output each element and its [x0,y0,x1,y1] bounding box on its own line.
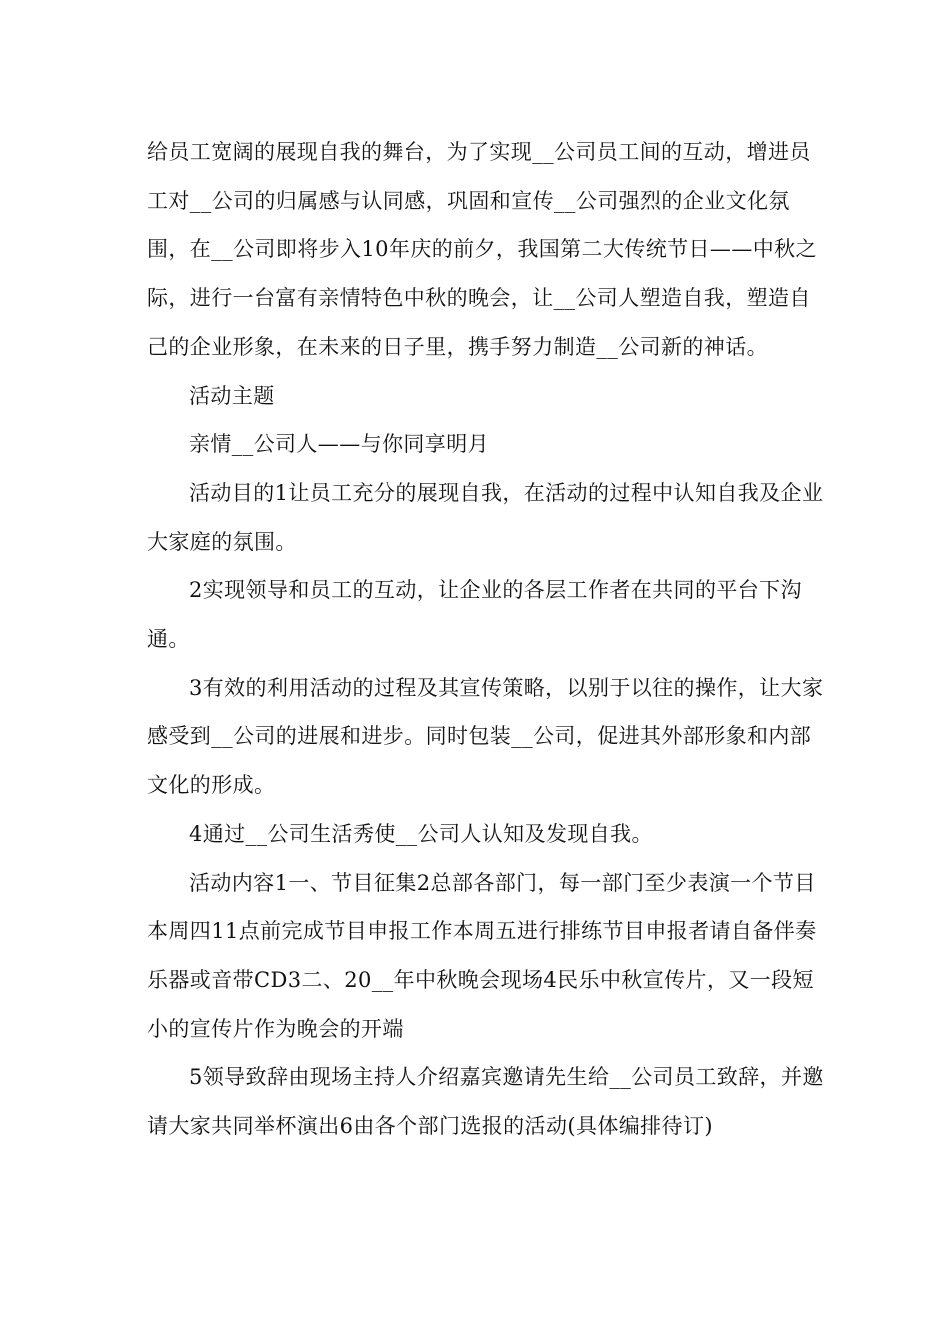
paragraph-speech: 5领导致辞由现场主持人介绍嘉宾邀请先生给__公司员工致辞，并邀请大家共同举杯演出6由各个部门选报的活动(具体编排待订) [147,1065,824,1139]
paragraph-purpose-4: 4通过__公司生活秀使__公司人认知及发现自我。 [189,821,653,846]
paragraph-content: 活动内容1一、节目征集2总部各部门，每一部门至少表演一个节目本周四11点前完成节目申报工作本周五进行排练节目申报者请自备伴奏乐器或音带CD3二、20__年中秋晚会现场4民乐中秋宣传片，又一段短小的宣传片作为晚会的开端 [147,870,817,1041]
paragraph-intro: 给员工宽阔的展现自我的舞台，为了实现__公司员工间的互动，增进员工对__公司的归属感与认同感，巩固和宣传__公司强烈的企业文化氛围，在__公司即将步入10年庆的前夕，我国第二大传统节日——中秋之际，进行一台富有亲情特色中秋的晚会，让__公司人塑造自我，塑造自己的企业形象，在未来的日子里，携手努力制造__公司新的神话。 [147,140,817,359]
paragraph-theme-heading: 活动主题 [189,383,275,408]
paragraph-purpose-2: 2实现领导和员工的互动，让企业的各层工作者在共同的平台下沟通。 [147,578,802,652]
paragraph-purpose-1: 活动目的1让员工充分的展现自我，在活动的过程中认知自我及企业大家庭的氛围。 [147,480,824,554]
paragraph-purpose-3: 3有效的利用活动的过程及其宣传策略，以别于以往的操作，让大家感受到__公司的进展和进步。同时包装__公司，促进其外部形象和内部文化的形成。 [147,675,824,798]
document-body [147,128,827,1151]
paragraph-theme: 亲情__公司人——与你同享明月 [189,432,489,457]
